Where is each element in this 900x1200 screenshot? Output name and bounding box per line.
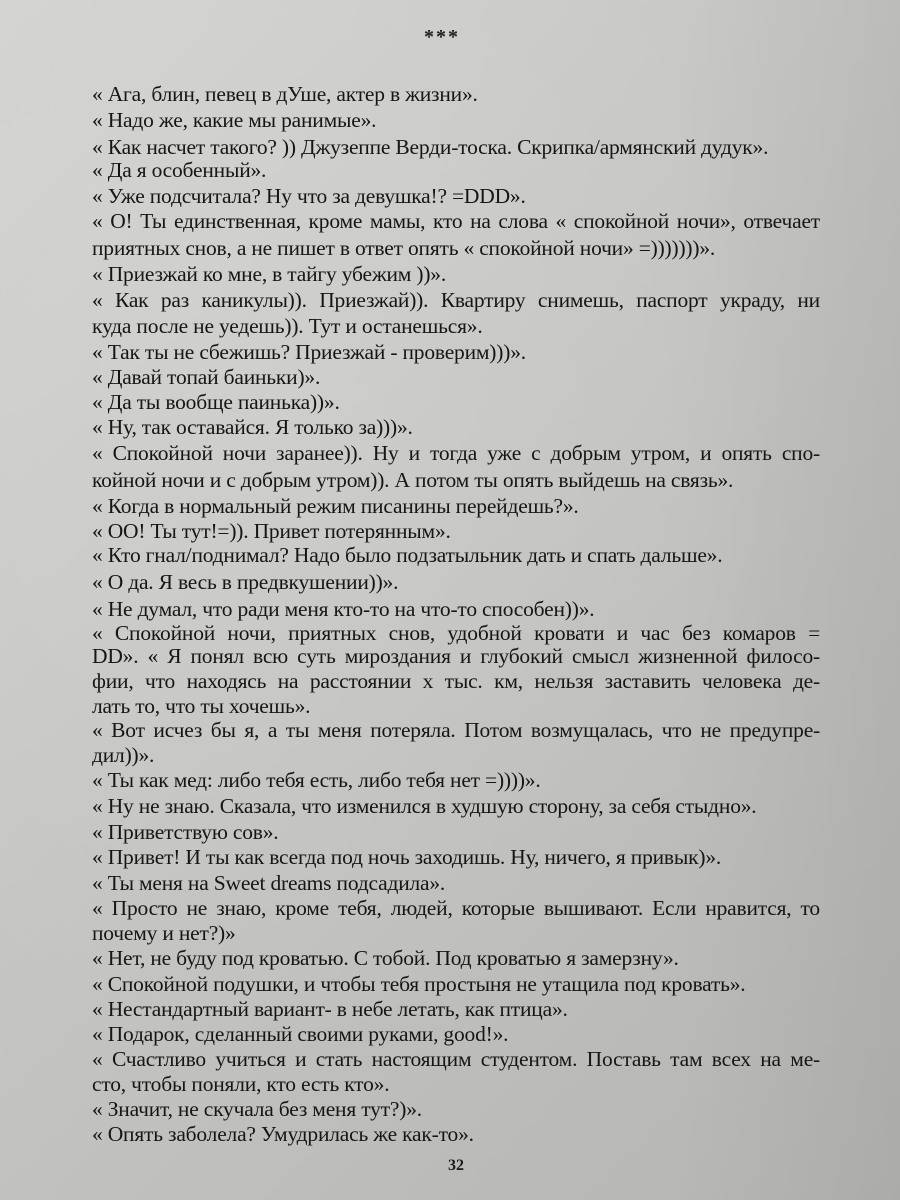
text-line: « Значит, не скучала без меня тут?)». xyxy=(92,1097,422,1121)
text-line: « Давай топай баиньки)». xyxy=(92,365,321,389)
section-separator: *** xyxy=(424,26,460,48)
text-line: « Вот исчез бы я, а ты меня потеряла. Потом возмущалась, что не предупре- xyxy=(92,718,820,742)
text-line: « Ну не знаю. Сказала, что изменился в худшую сторону, за себя стыдно». xyxy=(92,794,757,818)
text-line: куда после не уедешь)). Тут и останешься». xyxy=(92,314,483,338)
text-line: « Да ты вообще паинька))». xyxy=(92,390,340,414)
text-line: « Так ты не сбежишь? Приезжай - проверим)))». xyxy=(92,340,526,364)
text-line: « Приветствую сов». xyxy=(92,820,279,844)
text-line: приятных снов, а не пишет в ответ опять « спокойной ночи» =)))))))». xyxy=(92,236,716,260)
text-line: « ОО! Ты тут!=)). Привет потерянным». xyxy=(92,519,451,543)
text-line: « Просто не знаю, кроме тебя, людей, которые вышивают. Если нравится, то xyxy=(92,896,820,920)
text-line: « Ты меня на Sweet dreams подсадила». xyxy=(92,871,446,895)
page-number: 32 xyxy=(448,1157,464,1174)
text-line: дил))». xyxy=(92,743,155,767)
text-line: почему и нет?)» xyxy=(92,921,236,945)
text-line: « Опять заболела? Умудрилась же как-то». xyxy=(92,1122,474,1146)
text-line: лать то, что ты хочешь». xyxy=(92,694,311,718)
text-line: « Да я особенный». xyxy=(92,158,267,182)
text-line: « Когда в нормальный режим писанины перейдешь?». xyxy=(92,494,579,518)
text-line: койной ночи и с добрым утром)). А потом ты опять выйдешь на связь». xyxy=(92,468,734,492)
text-line: « Как насчет такого? )) Джузеппе Верди-тоска. Скрипка/армянский дудук». xyxy=(92,135,769,159)
text-line: « Уже подсчитала? Ну что за девушка!? =DDD». xyxy=(92,184,526,208)
text-line: « Кто гнал/поднимал? Надо было подзатыльник дать и спать дальше». xyxy=(92,543,723,567)
text-line: сто, чтобы поняли, кто есть кто». xyxy=(92,1072,390,1096)
text-line: DD». « Я понял всю суть мироздания и глубокий смысл жизненной филосо- xyxy=(92,644,820,668)
text-line: « О! Ты единственная, кроме мамы, кто на слова « спокойной ночи», отвечает xyxy=(92,209,820,233)
text-line: « Привет! И ты как всегда под ночь заходишь. Ну, ничего, я привык)». xyxy=(92,845,722,869)
text-line: фии, что находясь на расстоянии x тыс. км, нельзя заставить человека де- xyxy=(92,669,820,693)
text-line: « Ага, блин, певец в дУше, актер в жизни». xyxy=(92,82,478,106)
text-line: « Не думал, что ради меня кто-то на что-то способен))». xyxy=(92,597,595,621)
text-line: « Спокойной ночи заранее)). Ну и тогда уже с добрым утром, и опять спо- xyxy=(92,441,820,465)
text-line: « Спокойной ночи, приятных снов, удобной кровати и час без комаров = xyxy=(92,621,820,645)
text-line: « Как раз каникулы)). Приезжай)). Квартиру снимешь, паспорт украду, ни xyxy=(92,288,820,312)
text-line: « О да. Я весь в предвкушении))». xyxy=(92,570,399,594)
text-line: « Приезжай ко мне, в тайгу убежим ))». xyxy=(92,262,447,286)
text-line: « Ну, так оставайся. Я только за)))». xyxy=(92,415,413,439)
text-line: « Нет, не буду под кроватью. С тобой. Под кроватью я замерзну». xyxy=(92,946,679,970)
text-line: « Спокойной подушки, и чтобы тебя простыня не утащила под кровать». xyxy=(92,972,746,996)
text-line: « Надо же, какие мы ранимые». xyxy=(92,108,377,132)
text-line: « Счастливо учиться и стать настоящим студентом. Поставь там всех на ме- xyxy=(92,1047,820,1071)
text-line: « Ты как мед: либо тебя есть, либо тебя нет =))))». xyxy=(92,768,541,792)
text-line: « Подарок, сделанный своими руками, good!». xyxy=(92,1022,509,1046)
text-line: « Нестандартный вариант- в небе летать, как птица». xyxy=(92,997,568,1021)
